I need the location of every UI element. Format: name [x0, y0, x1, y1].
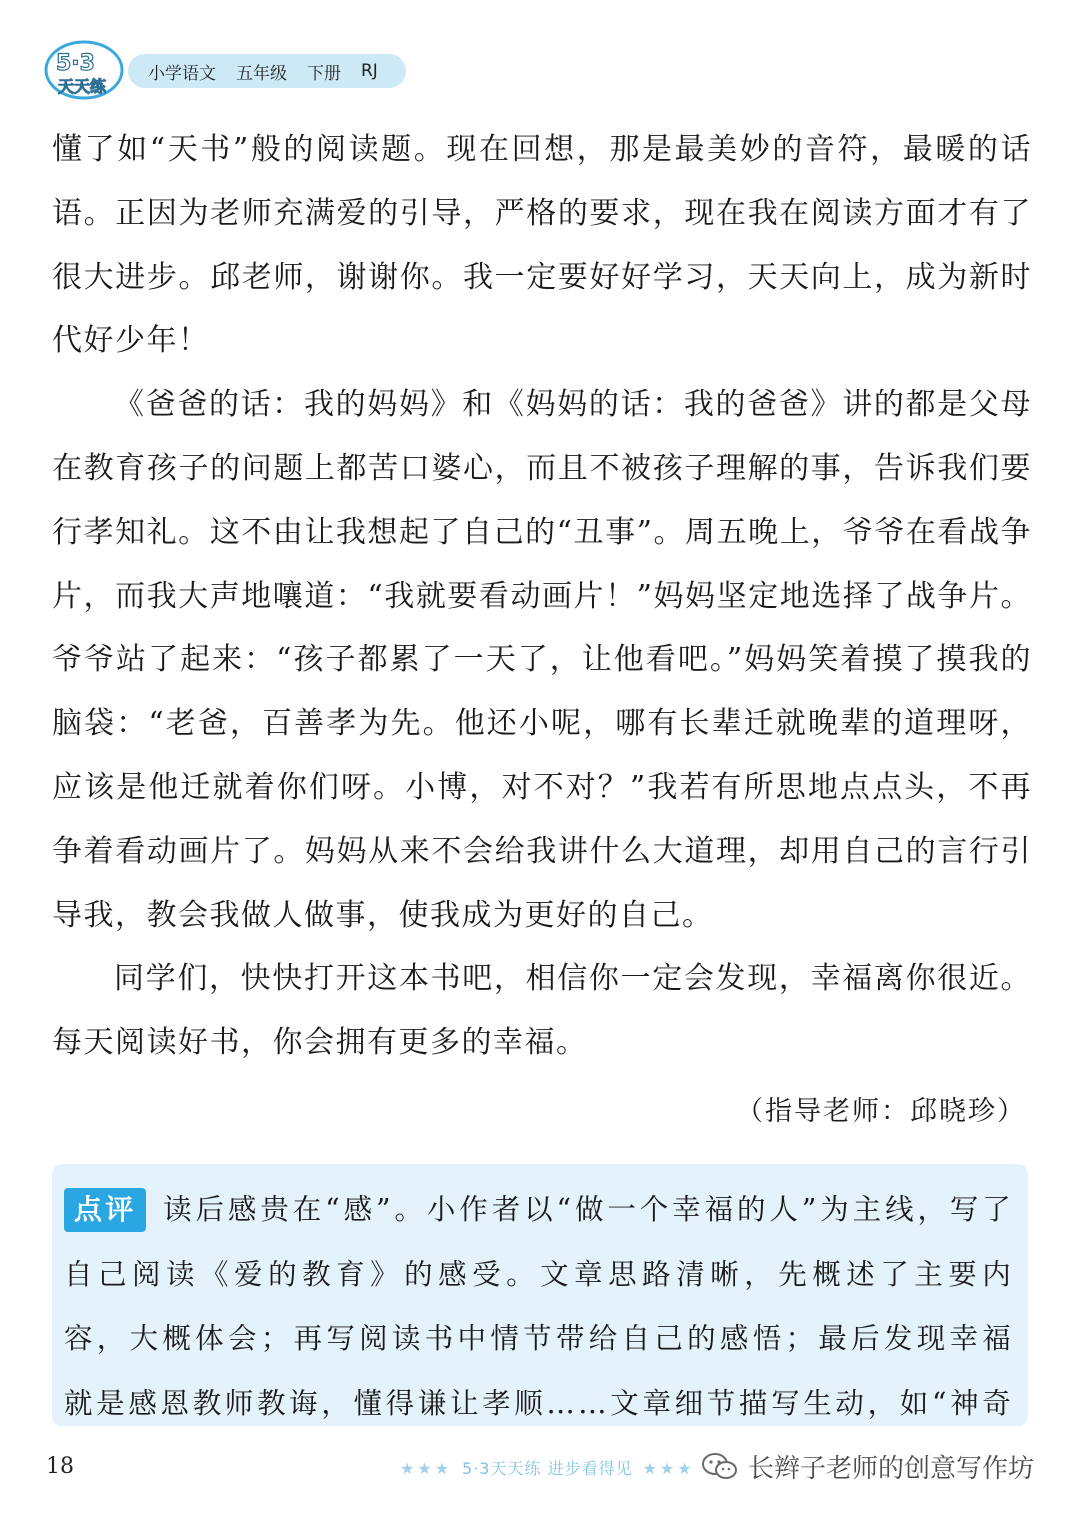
svg-text:天天练: 天天练 — [58, 77, 107, 96]
comment-tag: 点评 — [64, 1188, 146, 1232]
brand-logo — [44, 36, 134, 100]
teacher-signature: （指导老师：邱晓珍） — [736, 1095, 1026, 1127]
page-footer — [0, 1440, 1080, 1500]
page-header — [0, 0, 1080, 110]
volume-label: 下册 — [307, 63, 341, 84]
slogan-text: 5·3天天练 进步看得见 — [462, 1459, 633, 1478]
grade-label: 五年级 — [236, 63, 287, 84]
slogan-stars-left: ★★★ — [400, 1459, 453, 1478]
page-number: 18 — [46, 1454, 74, 1479]
comment-text: 读后感贵在“感”。小作者以“做一个幸福的人”为主线，写了自己阅读《爱的教育》的感受。文章思路清晰，先概述了主要内容，大概体会；再写阅读书中情节带给自己的感悟；最后发现幸福就是感恩教师教诲，懂得谦让孝顺……文章细节描写生动，如“神奇 — [64, 1193, 1014, 1420]
watermark — [700, 1448, 1034, 1485]
paragraph-3: 同学们，快快打开这本书吧，相信你一定会发现，幸福离你很近。每天阅读好书，你会拥有更多的幸福。 — [52, 961, 1032, 1061]
watermark-text: 长辫子老师的创意写作坊 — [748, 1454, 1035, 1484]
book-info-bar — [128, 54, 406, 88]
edition-label: RJ — [361, 61, 378, 81]
subject-label: 小学语文 — [148, 63, 216, 84]
slogan-stars-right: ★★★ — [642, 1459, 695, 1478]
paragraph-1: 懂了如“天书”般的阅读题。现在回想，那是最美妙的音符，最暖的话语。正因为老师充满爱的引导，严格的要求，现在我在阅读方面才有了很大进步。邱老师，谢谢你。我一定要好好学习，天天向上，成为新时代好少年！ — [52, 132, 1032, 359]
footer-slogan — [390, 1456, 705, 1479]
paragraph-2: 《爸爸的话：我的妈妈》和《妈妈的话：我的爸爸》讲的都是父母在教育孩子的问题上都苦口婆心，而且不被孩子理解的事，告诉我们要行孝知礼。这不由让我想起了自己的“丑事”。周五晚上，爷爷在看战争片，而我大声地嚷道：“我就要看动画片！”妈妈坚定地选择了战争片。爷爷站了起来：“孩子都累了一天了，让他看吧。”妈妈笑着摸了摸我的脑袋：“老爸，百善孝为先。他还小呢，哪有长辈迁就晚辈的道理呀，应该是他迁就着你们呀。小博，对不对？”我若有所思地点点头，不再争着看动画片了。妈妈从来不会给我讲什么大道理，却用自己的言行引导我，教会我做人做事，使我成为更好的自己。 — [52, 387, 1032, 933]
comment-box — [52, 1164, 1028, 1426]
comment-paragraph — [64, 1178, 1014, 1426]
wechat-icon — [700, 1451, 740, 1483]
svg-text:5·3: 5·3 — [56, 51, 95, 76]
essay-body — [52, 118, 1032, 1137]
